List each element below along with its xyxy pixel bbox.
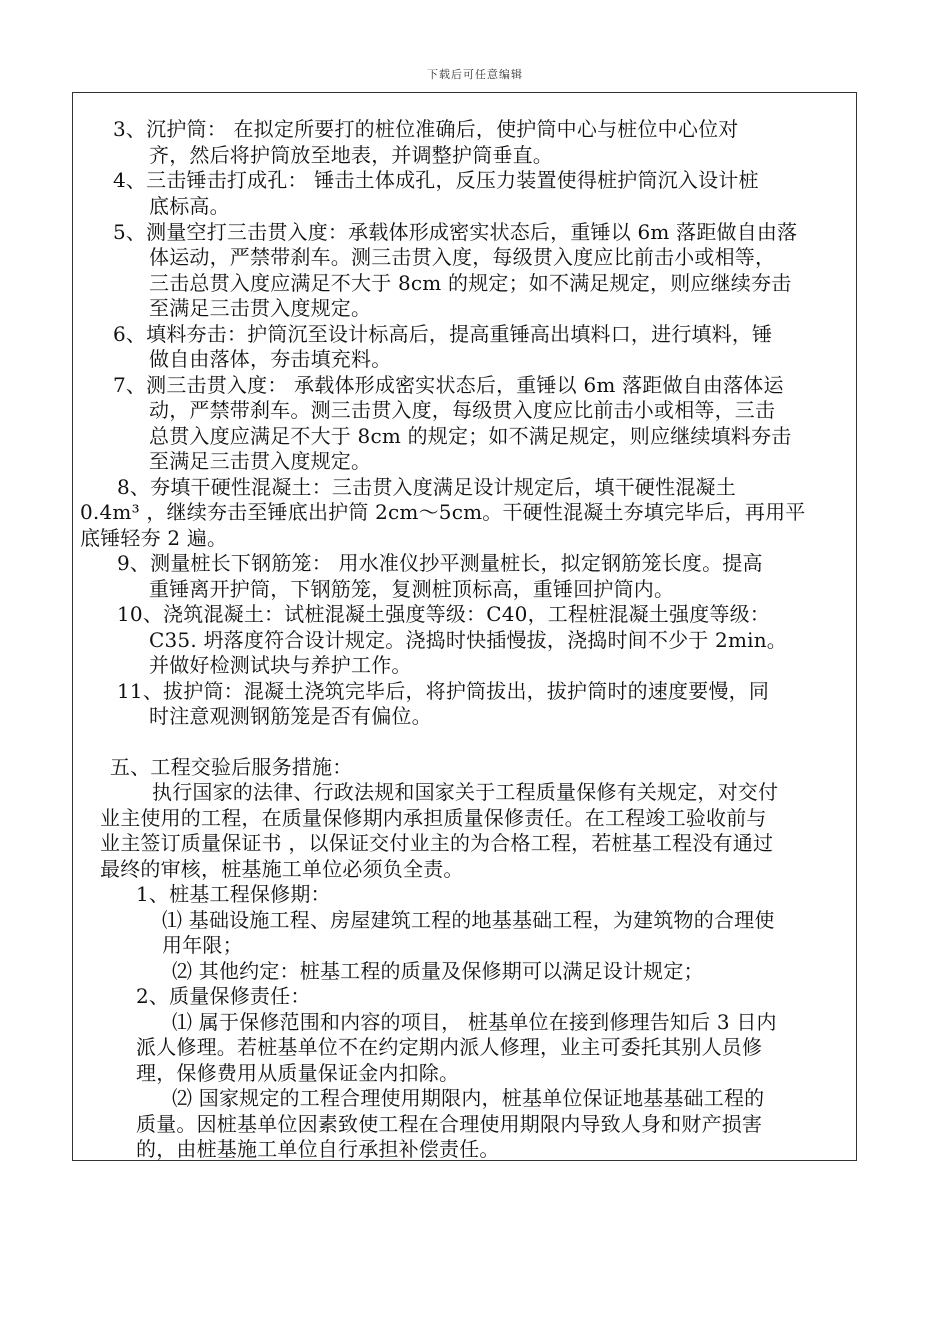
text-line: 时注意观测钢筋笼是否有偏位。 xyxy=(149,704,432,728)
text-line: 用年限； xyxy=(162,933,243,957)
text-line: 0.4m³ ，继续夯击至锤底出护筒 2cm～5cm。干硬性混凝土夯填完毕后，再用平 xyxy=(80,500,806,524)
text-line: ⑵ 国家规定的工程合理使用期限内，桩基单位保证地基基础工程的 xyxy=(172,1086,765,1110)
text-line: 至满足三击贯入度规定。 xyxy=(149,449,372,473)
text-line: 派人修理。若桩基单位不在约定期内派人修理，业主可委托其别人员修 xyxy=(136,1035,763,1059)
text-line: 至满足三击贯入度规定。 xyxy=(149,296,372,320)
subsection-heading: 1、桩基工程保修期： xyxy=(136,882,331,906)
text-line: 9、测量桩长下钢筋笼： 用水准仪抄平测量桩长，拟定钢筋笼长度。提高 xyxy=(117,551,763,575)
text-line: 10、浇筑混凝土：试桩混凝土强度等级：C40，工程桩混凝土强度等级： xyxy=(117,602,771,626)
text-line: 三击总贯入度应满足不大于 8cm 的规定；如不满足规定，则应继续夯击 xyxy=(149,271,792,295)
page-header: 下载后可任意编辑 xyxy=(427,68,523,81)
text-line: 理，保修费用从质量保证金内扣除。 xyxy=(136,1061,460,1085)
text-line: 6、填料夯击：护筒沉至设计标高后，提高重锤高出填料口，进行填料，锤 xyxy=(113,322,773,346)
text-line: 底标高。 xyxy=(149,194,230,218)
text-line: C35. 坍落度符合设计规定。浇捣时快插慢拔，浇捣时间不少于 2min。 xyxy=(149,628,787,652)
text-line: 11、拔护筒：混凝土浇筑完毕后，将护筒拔出，拔护筒时的速度要慢，同 xyxy=(117,679,770,703)
section-heading: 五、工程交验后服务措施： xyxy=(110,755,353,779)
text-line: ⑵ 其他约定：桩基工程的质量及保修期可以满足设计规定； xyxy=(172,959,704,983)
text-line: 5、测量空打三击贯入度：承载体形成密实状态后，重锤以 6m 落距做自由落 xyxy=(113,220,798,244)
text-line: 总贯入度应满足不大于 8cm 的规定；如不满足规定，则应继续填料夯击 xyxy=(149,424,792,448)
text-line: 重锤离开护筒，下钢筋笼，复测桩顶标高，重锤回护筒内。 xyxy=(149,577,675,601)
text-line: 做自由落体，夯击填充料。 xyxy=(149,347,392,371)
text-line: 齐，然后将护筒放至地表，并调整护筒垂直。 xyxy=(149,143,553,167)
subsection-heading: 2、质量保修责任： xyxy=(136,984,311,1008)
text-line: 最终的审核，桩基施工单位必须负全责。 xyxy=(100,857,464,881)
text-line: 并做好检测试块与养护工作。 xyxy=(149,653,412,677)
text-line: 3、沉护筒： 在拟定所要打的桩位准确后，使护筒中心与桩位中心位对 xyxy=(113,117,739,141)
text-line: 体运动，严禁带刹车。测三击贯入度，每级贯入度应比前击小或相等， xyxy=(149,245,776,269)
text-line: 动，严禁带刹车。测三击贯入度，每级贯入度应比前击小或相等，三击 xyxy=(149,398,776,422)
text-line: ⑴ 属于保修范围和内容的项目， 桩基单位在接到修理告知后 3 日内 xyxy=(172,1010,777,1034)
text-line: ⑴ 基础设施工程、房屋建筑工程的地基基础工程，为建筑物的合理使 xyxy=(162,908,775,932)
text-line: 执行国家的法律、行政法规和国家关于工程质量保修有关规定，对交付 xyxy=(152,780,779,804)
text-line: 质量。因桩基单位因素致使工程在合理使用期限内导致人身和财产损害 xyxy=(136,1112,763,1136)
text-line: 业主使用的工程，在质量保修期内承担质量保修责任。在工程竣工验收前与 xyxy=(100,806,767,830)
text-line: 7、测三击贯入度： 承载体形成密实状态后，重锤以 6m 落距做自由落体运 xyxy=(113,373,784,397)
text-line: 业主签订质量保证书 ，以保证交付业主的为合格工程，若桩基工程没有通过 xyxy=(100,831,774,855)
text-line: 4、三击锤击打成孔： 锤击土体成孔，反压力装置使得桩护筒沉入设计桩 xyxy=(113,168,759,192)
text-line: 底锤轻夯 2 遍。 xyxy=(80,526,228,550)
text-line: 的，由桩基施工单位自行承担补偿责任。 xyxy=(136,1137,500,1161)
text-line: 8、夯填干硬性混凝土：三击贯入度满足设计规定后，填干硬性混凝土 xyxy=(117,475,736,499)
